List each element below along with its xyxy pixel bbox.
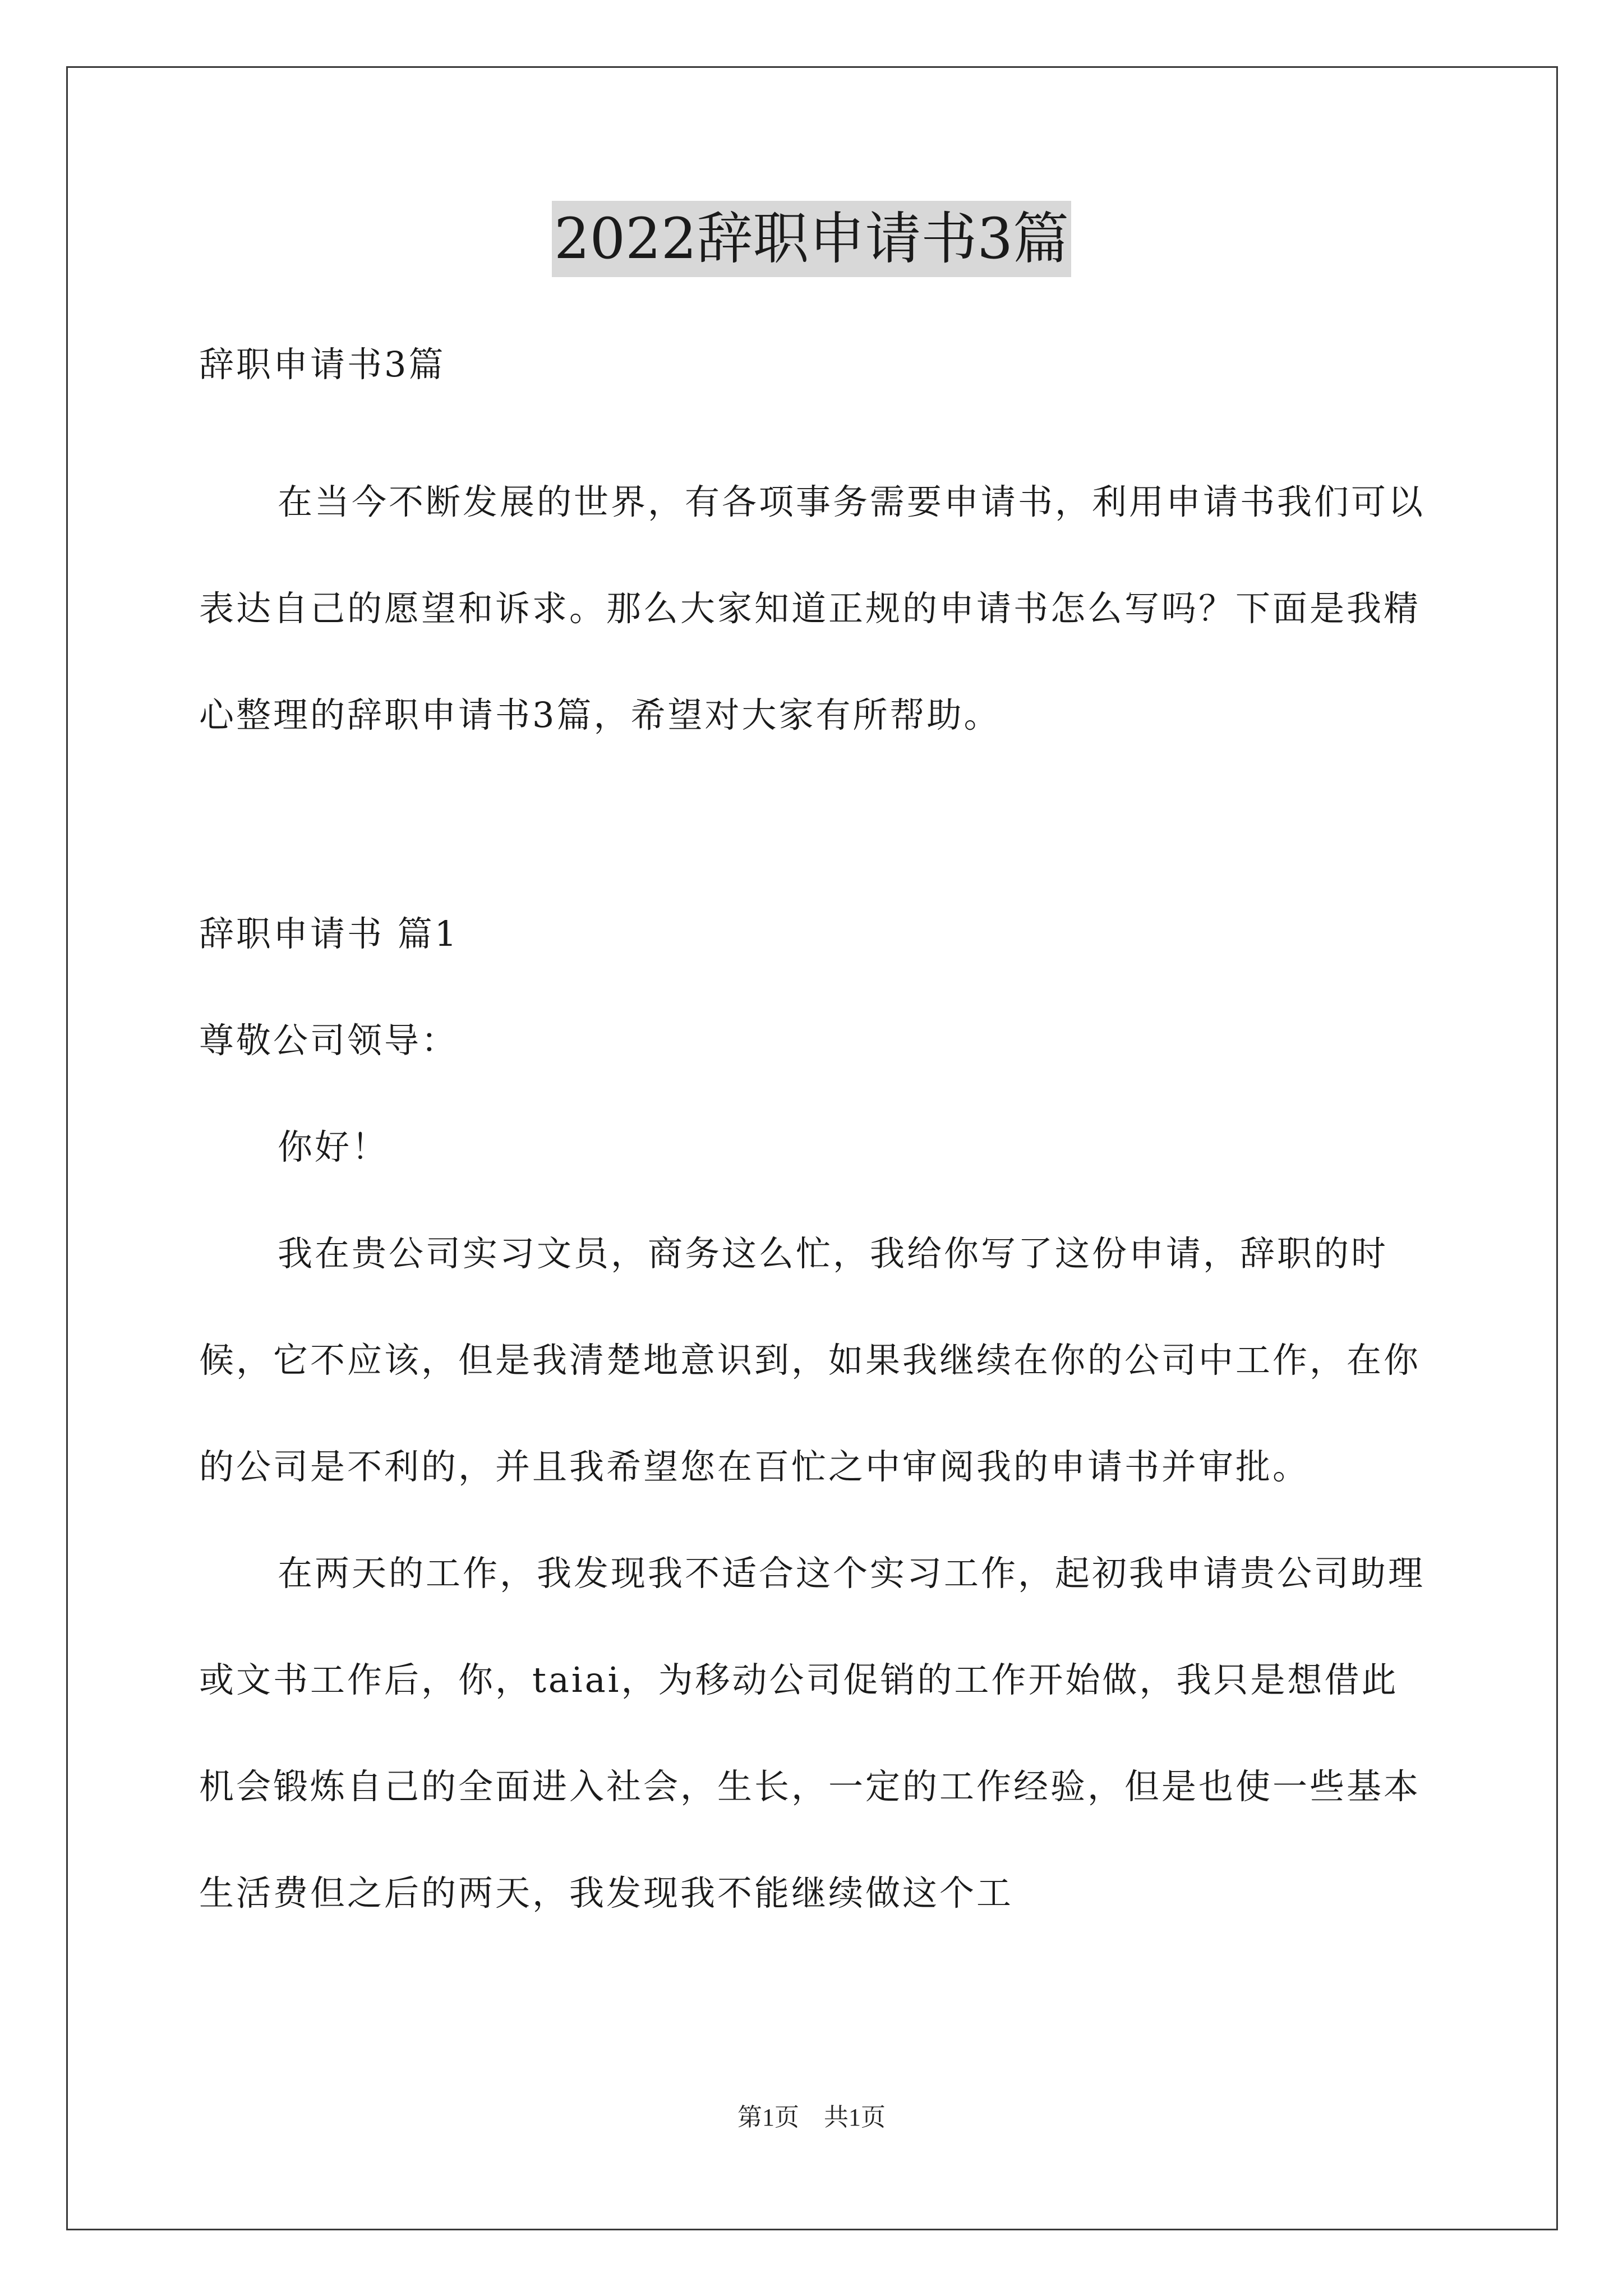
title-container	[0, 201, 1623, 277]
section-heading: 辞职申请书 篇1	[199, 913, 459, 954]
subtitle: 辞职申请书3篇	[199, 344, 446, 385]
page-footer: 第1页 共1页	[737, 2104, 886, 2131]
salutation: 尊敬公司领导：	[199, 1020, 459, 1061]
document-body	[199, 311, 1430, 1947]
spacer	[199, 418, 1430, 449]
document-title: 2022辞职申请书3篇	[552, 201, 1071, 277]
spacer	[199, 769, 1430, 881]
body-paragraph: 在两天的工作，我发现我不适合这个实习工作，起初我申请贵公司助理或文书工作后，你，taiai，为移动公司促销的工作开始做，我只是想借此机会锻炼自己的全面进入社会，生长，一定的工作经验，但是也使一些基本生活费但之后的两天，我发现我不能继续做这个工	[199, 1553, 1426, 1913]
intro-paragraph: 在当今不断发展的世界，有各项事务需要申请书，利用申请书我们可以表达自己的愿望和诉求。那么大家知道正规的申请书怎么写吗？下面是我精心整理的辞职申请书3篇，希望对大家有所帮助。	[199, 481, 1426, 735]
body-paragraph: 我在贵公司实习文员，商务这么忙，我给你写了这份申请，辞职的时候，它不应该，但是我清楚地意识到，如果我继续在你的公司中工作，在你的公司是不利的，并且我希望您在百忙之中审阅我的申请书并审批。	[199, 1233, 1421, 1487]
greeting: 你好！	[278, 1126, 389, 1167]
